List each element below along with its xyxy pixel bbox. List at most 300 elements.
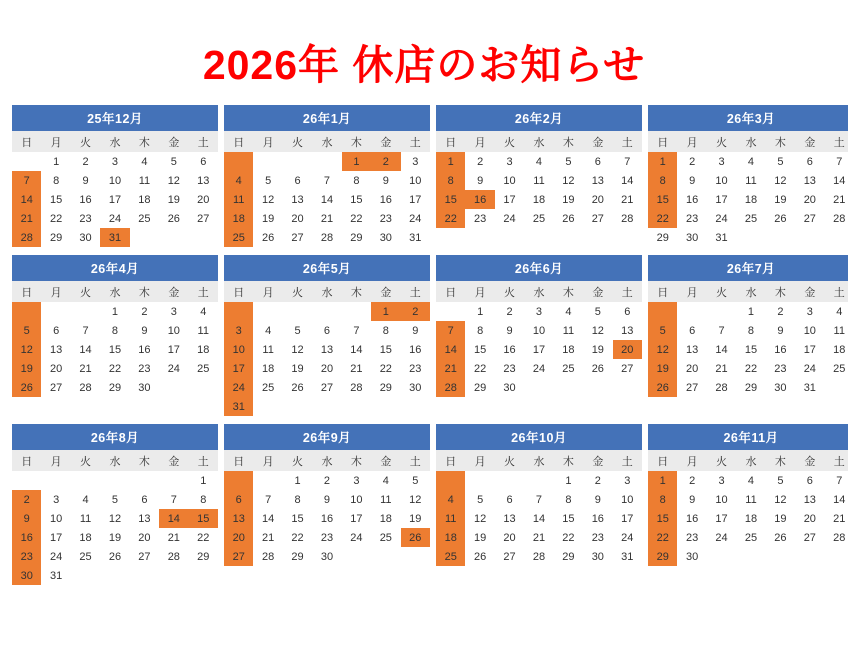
month-block [648,105,848,247]
weekday-header: 月 [253,450,282,471]
empty-cell [707,302,736,321]
month-table [224,281,430,416]
day-cell: 24 [409,212,422,225]
week-row [12,509,218,528]
week-row [648,190,848,209]
day-cell: 7 [82,324,89,337]
month-table [12,131,218,247]
day-cell: 10 [108,174,122,187]
day-cell: 1 [294,474,301,487]
month-header: 26年10月 [436,424,642,450]
day-cell: 11 [745,493,757,506]
week-row [12,528,218,547]
weekday-header: 火 [707,131,736,152]
day-cell: 23 [320,531,334,544]
day-cell: 26 [591,362,604,375]
day-cell: 20 [291,212,304,225]
calendar-grid [0,91,848,585]
empty-cell [12,302,41,321]
day-cell: 18 [562,343,575,356]
day-cell: 23 [138,362,151,375]
month-table [648,131,848,247]
month-block [648,424,848,585]
weekday-header-row [12,281,218,302]
day-cell: 24 [503,212,516,225]
day-cell: 17 [803,343,816,356]
month-block [12,255,218,416]
empty-cell [825,378,848,397]
month-table [648,281,848,397]
day-cell: 19 [12,359,41,378]
empty-cell [342,397,371,416]
weekday-header-row [12,450,218,471]
week-row [12,340,218,359]
day-cell: 12 [648,340,677,359]
day-cell: 15 [379,343,392,356]
week-row [224,378,430,397]
day-cell: 12 [562,174,575,187]
day-cell: 9 [82,174,89,187]
weekday-header: 金 [159,281,188,302]
month-header: 26年5月 [224,255,430,281]
day-cell: 16 [320,512,334,525]
day-cell: 7 [265,493,272,506]
day-cell: 21 [532,531,546,544]
day-cell: 30 [79,231,92,244]
day-cell: 27 [320,381,334,394]
day-cell: 17 [621,512,634,525]
day-cell: 26 [774,212,787,225]
weekday-header: 木 [130,281,159,302]
month-header: 26年11月 [648,424,848,450]
day-cell: 15 [474,343,487,356]
month-header: 26年3月 [648,105,848,131]
day-cell: 3 [224,321,253,340]
day-cell: 10 [803,324,816,337]
day-cell: 29 [291,550,304,563]
day-cell: 11 [138,174,151,187]
day-cell: 5 [12,321,41,340]
day-cell: 4 [200,305,207,318]
day-cell: 30 [503,381,516,394]
day-cell: 15 [108,343,122,356]
empty-cell [436,471,465,490]
day-cell: 19 [562,193,575,206]
weekday-header: 金 [159,450,188,471]
day-cell: 27 [621,362,634,375]
day-cell: 23 [686,212,699,225]
day-cell: 1 [342,152,371,171]
day-cell: 18 [532,193,546,206]
day-cell: 31 [224,397,253,416]
day-cell: 20 [197,193,210,206]
weekday-header: 金 [159,131,188,152]
day-cell: 16 [79,193,92,206]
day-cell: 4 [565,305,572,318]
day-cell: 27 [591,212,604,225]
day-cell: 24 [224,378,253,397]
day-cell: 19 [774,512,787,525]
day-cell: 24 [108,212,122,225]
day-cell: 29 [379,381,392,394]
day-cell: 4 [836,305,843,318]
weekday-header: 日 [224,281,253,302]
week-row [648,209,848,228]
week-row [436,378,642,397]
day-cell: 12 [409,493,422,506]
day-cell: 6 [224,490,253,509]
day-cell: 10 [503,174,516,187]
week-row [12,547,218,566]
week-row [224,359,430,378]
weekday-header: 水 [524,450,553,471]
day-cell: 22 [50,212,63,225]
empty-cell [100,566,129,585]
week-row [224,547,430,566]
month-block [12,424,218,585]
day-cell: 5 [412,474,419,487]
day-cell: 24 [621,531,634,544]
weekday-header: 火 [707,450,736,471]
day-cell: 8 [436,171,465,190]
day-cell: 9 [689,493,696,506]
day-cell: 16 [591,512,604,525]
day-cell: 12 [12,340,41,359]
weekday-header: 金 [583,131,612,152]
day-cell: 16 [686,512,699,525]
day-cell: 6 [806,155,813,168]
day-cell: 1 [477,305,484,318]
day-cell: 18 [744,193,758,206]
weekday-header: 木 [342,131,371,152]
day-cell: 26 [774,531,787,544]
weekday-header: 火 [71,450,100,471]
day-cell: 4 [382,474,389,487]
weekday-header: 木 [342,450,371,471]
day-cell: 20 [803,512,816,525]
day-cell: 8 [353,174,360,187]
empty-cell [283,302,312,321]
day-cell: 3 [718,474,725,487]
day-cell: 1 [648,152,677,171]
empty-cell [436,302,465,321]
day-cell: 7 [353,324,360,337]
day-cell: 10 [532,324,546,337]
day-cell: 31 [621,550,634,563]
week-row [12,378,218,397]
day-cell: 4 [747,474,755,487]
week-row [436,152,642,171]
week-row [224,528,430,547]
day-cell: 31 [50,569,63,582]
month-header: 26年7月 [648,255,848,281]
day-cell: 31 [409,231,422,244]
day-cell: 27 [138,550,151,563]
weekday-header: 月 [465,281,494,302]
empty-cell [130,471,159,490]
day-cell: 9 [506,324,513,337]
weekday-header: 木 [766,281,795,302]
week-row [12,302,218,321]
day-cell: 19 [409,512,422,525]
weekday-header: 月 [465,131,494,152]
month-block [224,424,430,585]
day-cell: 2 [506,305,513,318]
day-cell: 10 [621,493,634,506]
day-cell: 26 [262,231,275,244]
day-cell: 8 [648,171,677,190]
day-cell: 21 [833,193,846,206]
weekday-header: 土 [189,281,218,302]
month-table [436,450,642,566]
weekday-header: 月 [41,281,70,302]
weekday-header: 火 [495,281,524,302]
day-cell: 21 [262,531,275,544]
day-cell: 10 [224,340,253,359]
day-cell: 17 [532,343,546,356]
day-cell: 25 [744,531,758,544]
day-cell: 9 [12,509,41,528]
day-cell: 13 [503,512,516,525]
empty-cell [795,228,824,247]
day-cell: 6 [200,155,207,168]
day-cell: 29 [474,381,487,394]
weekday-header: 金 [795,131,824,152]
day-cell: 9 [323,493,331,506]
day-cell: 11 [745,174,757,187]
day-cell: 9 [594,493,601,506]
day-cell: 29 [648,547,677,566]
day-cell: 12 [774,174,787,187]
day-cell: 15 [189,509,218,528]
day-cell: 13 [591,174,604,187]
day-cell: 11 [562,324,575,337]
month-header: 26年4月 [12,255,218,281]
month-table [648,450,848,566]
day-cell: 5 [111,493,119,506]
weekday-header: 月 [677,450,706,471]
day-cell: 17 [503,193,516,206]
day-cell: 21 [715,362,728,375]
empty-cell [189,566,218,585]
day-cell: 5 [594,305,601,318]
day-cell: 8 [382,324,389,337]
day-cell: 18 [138,193,151,206]
day-cell: 9 [777,324,784,337]
day-cell: 4 [141,155,148,168]
day-cell: 29 [656,231,669,244]
week-row [224,340,430,359]
day-cell: 13 [686,343,699,356]
weekday-header-row [648,281,848,302]
weekday-header: 日 [224,131,253,152]
weekday-header: 水 [100,281,129,302]
day-cell: 26 [291,381,304,394]
day-cell: 17 [108,193,122,206]
day-cell: 11 [833,324,845,337]
day-cell: 19 [774,193,787,206]
day-cell: 3 [718,155,725,168]
day-cell: 10 [715,493,728,506]
day-cell: 3 [353,474,360,487]
day-cell: 16 [12,528,41,547]
month-header: 26年2月 [436,105,642,131]
empty-cell [613,378,642,397]
day-cell: 14 [350,343,363,356]
page-title: 2026年 休店のお知らせ [202,42,646,88]
day-cell: 24 [715,531,728,544]
week-row [224,302,430,321]
empty-cell [401,547,430,566]
day-cell: 13 [621,324,634,337]
week-row [436,209,642,228]
day-cell: 19 [474,531,487,544]
day-cell: 29 [108,381,122,394]
day-cell: 12 [774,493,787,506]
empty-cell [224,302,253,321]
weekday-header: 土 [825,131,848,152]
day-cell: 18 [436,528,465,547]
day-cell: 14 [262,512,275,525]
day-cell: 20 [50,362,63,375]
day-cell: 12 [108,512,122,525]
day-cell: 21 [350,362,363,375]
day-cell: 18 [744,512,758,525]
day-cell: 18 [224,209,253,228]
weekday-header: 土 [401,131,430,152]
empty-cell [371,397,400,416]
day-cell: 29 [744,381,758,394]
month-block [436,255,642,416]
day-cell: 28 [833,531,846,544]
day-cell: 22 [648,209,677,228]
day-cell: 7 [836,474,843,487]
day-cell: 28 [12,228,41,247]
day-cell: 4 [224,171,253,190]
day-cell: 18 [79,531,92,544]
weekday-header: 金 [371,131,400,152]
day-cell: 27 [503,550,516,563]
empty-cell [342,547,371,566]
day-cell: 21 [436,359,465,378]
day-cell: 22 [379,362,392,375]
weekday-header-row [648,450,848,471]
day-cell: 28 [320,231,334,244]
day-cell: 10 [350,493,363,506]
day-cell: 29 [350,231,363,244]
weekday-header: 火 [71,281,100,302]
day-cell: 12 [474,512,487,525]
week-row [12,171,218,190]
weekday-header: 日 [436,281,465,302]
empty-cell [130,566,159,585]
day-cell: 7 [535,493,543,506]
empty-cell [495,471,524,490]
week-row [648,509,848,528]
day-cell: 13 [320,343,334,356]
empty-cell [766,228,795,247]
day-cell: 13 [50,343,63,356]
day-cell: 25 [436,547,465,566]
day-cell: 25 [379,531,392,544]
day-cell: 29 [50,231,63,244]
day-cell: 23 [686,531,699,544]
day-cell: 14 [833,493,846,506]
day-cell: 23 [591,531,604,544]
day-cell: 25 [744,212,758,225]
day-cell: 20 [803,193,816,206]
week-row [648,321,848,340]
day-cell: 25 [532,212,546,225]
day-cell: 12 [167,174,180,187]
day-cell: 5 [648,321,677,340]
day-cell: 24 [532,362,546,375]
day-cell: 26 [167,212,180,225]
day-cell: 8 [200,493,207,506]
weekday-header: 月 [253,131,282,152]
weekday-header: 金 [583,450,612,471]
day-cell: 31 [715,231,728,244]
day-cell: 28 [79,381,92,394]
week-row [436,321,642,340]
day-cell: 22 [474,362,487,375]
day-cell: 1 [200,474,207,487]
week-row [436,190,642,209]
week-row [648,471,848,490]
day-cell: 15 [744,343,758,356]
day-cell: 26 [108,550,122,563]
weekday-header: 水 [736,281,765,302]
week-row [436,509,642,528]
weekday-header: 火 [495,131,524,152]
day-cell: 20 [224,528,253,547]
week-row [648,547,848,566]
day-cell: 18 [262,362,275,375]
empty-cell [189,228,218,247]
weekday-header: 火 [283,131,312,152]
day-cell: 22 [350,212,363,225]
day-cell: 19 [108,531,122,544]
day-cell: 2 [689,155,696,168]
day-cell: 14 [436,340,465,359]
weekday-header: 土 [401,450,430,471]
day-cell: 8 [53,174,60,187]
day-cell: 30 [774,381,787,394]
weekday-header: 火 [283,281,312,302]
day-cell: 30 [138,381,151,394]
day-cell: 4 [535,155,543,168]
day-cell: 2 [323,474,331,487]
empty-cell [825,228,848,247]
day-cell: 25 [833,362,846,375]
day-cell: 8 [477,324,484,337]
weekday-header: 水 [312,131,341,152]
day-cell: 18 [833,343,846,356]
weekday-header: 水 [100,450,129,471]
month-block [436,424,642,585]
day-cell: 22 [648,528,677,547]
day-cell: 9 [141,324,148,337]
week-row [648,228,848,247]
day-cell: 8 [565,493,572,506]
day-cell: 7 [718,324,725,337]
day-cell: 15 [562,512,575,525]
day-cell: 13 [224,509,253,528]
empty-cell [71,471,100,490]
day-cell: 14 [621,174,634,187]
day-cell: 17 [224,359,253,378]
empty-cell [707,547,736,566]
